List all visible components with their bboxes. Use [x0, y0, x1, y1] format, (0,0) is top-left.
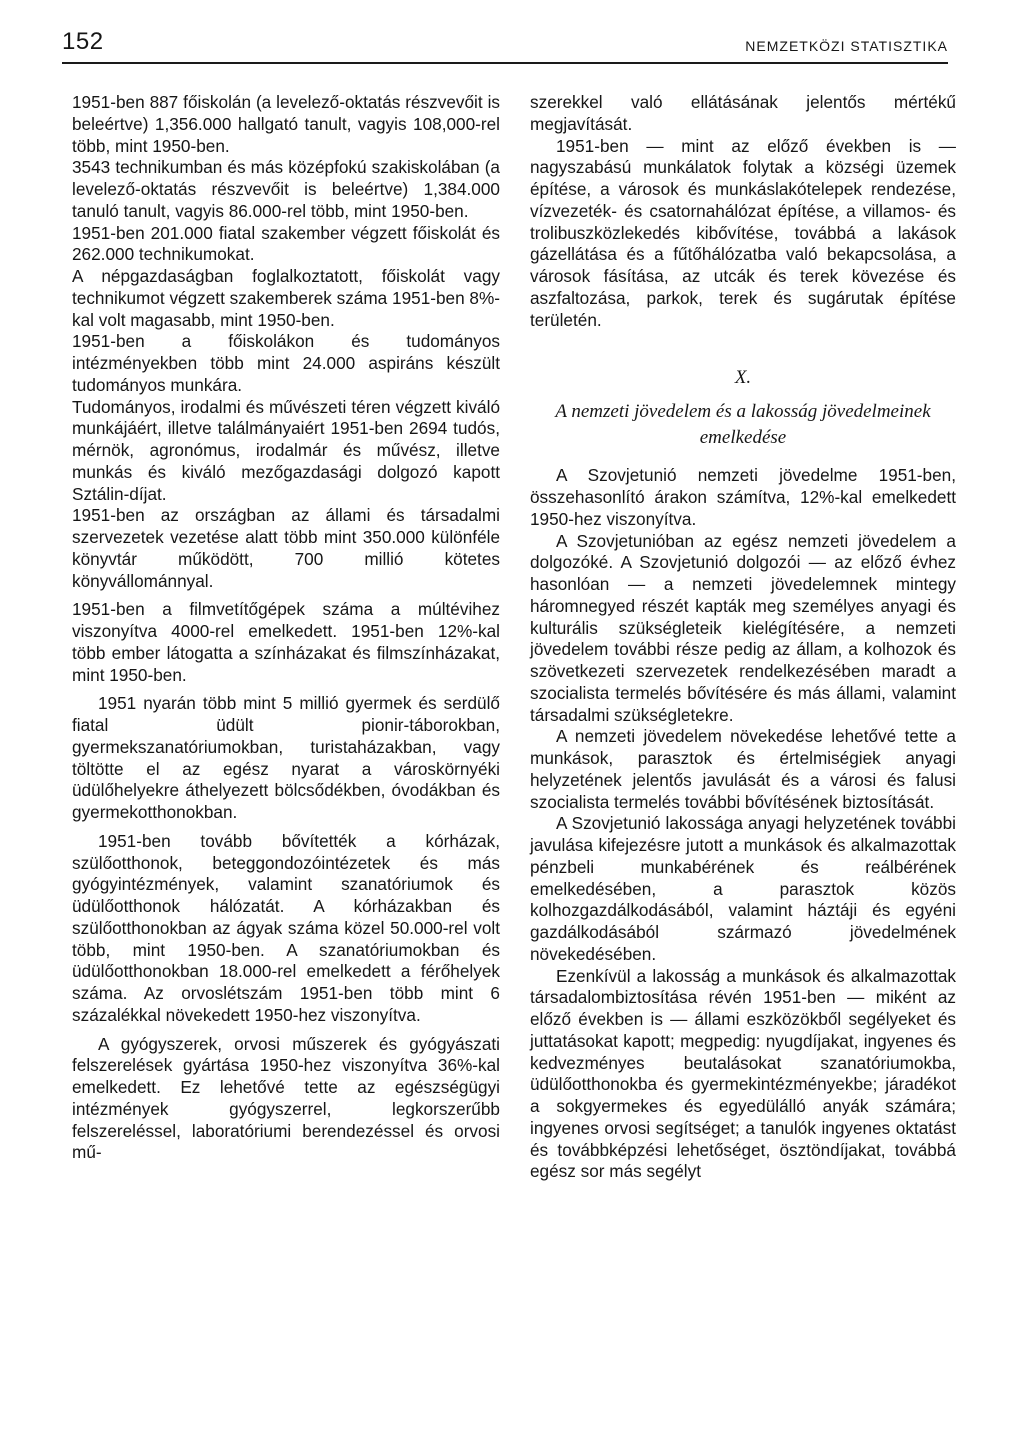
paragraph: A népgazdaságban foglalkoztatott, főiskolát vagy technikumot végzett szakemberek száma 1951-ben 8%-kal volt magasabb, mint 1950-ben. [72, 266, 500, 330]
paragraph: 3543 technikumban és más középfokú szakiskolában (a levelező-oktatás részvevőit is beleértve) 1,384.000 tanuló tanult, vagyis 86.000-rel több, mint 1950-ben. [72, 157, 500, 221]
paragraph: szerekkel való ellátásának jelentős mértékű megjavítását. [530, 92, 956, 134]
paragraph: A Szovjetunió nemzeti jövedelme 1951-ben, összehasonlító árakon számítva, 12%-kal emelkedett 1950-hez viszonyítva. [530, 465, 956, 529]
page-header [62, 28, 948, 64]
paragraph: Ezenkívül a lakosság a munkások és alkalmazottak társadalombiztosítása révén 1951-ben — miként az előző években is — állami eszközökből segélyeket és juttatásokat kapott; megpedig: nyugdíjakat, ingyenes és kedvezményes beutalásokat szanatóriumokba, üdülőotthonokba és gyermekintézményekbe; járadékot a sokgyermekes és egyedülálló anyák számára; ingyenes orvosi segítséget; a tanulók ingyenes oktatást és továbbképzési lehetőséget, ösztöndíjakat, továbbá egész sor más segélyt [530, 965, 956, 1182]
page-number: 152 [62, 28, 104, 55]
paragraph: 1951-ben 887 főiskolán (a levelező-oktatás részvevőit is beleértve) 1,356.000 hallgató tanult, vagyis 108,000-rel több, mint 1950-ben. [72, 92, 500, 156]
left-column [72, 92, 500, 1164]
paragraph: 1951-ben tovább bővítették a kórházak, szülőotthonok, beteggondozóintézetek és más gyógyintézmények, valamint szanatóriumok és üdülőotthonok hálózatát. A kórházakban és szülőotthonokban az ágyak száma közel 50.000-rel volt több, mint 1950-ben. A szanatóriumokban és üdülőotthonokban 18.000-rel emelkedett a férőhelyek száma. Az orvoslétszám 1951-ben több mint 6 százalékkal növekedett 1950-hez viszonyítva. [72, 830, 500, 1025]
paragraph: 1951-ben — mint az előző években is — nagyszabású munkálatok folytak a községi üzemek építése, a városok és munkáslakótelepek rendezése, vízvezeték- és csatornahálózat építése, a villamos- és trolibuszközlekedés kibővítése, továbbá a lakások gázellátása és a fűtőhálózatba való bekapcsolása, a városok fásítása, az utcák és terek kövezése és aszfaltozása, parkok, terek és sugárutak építése területén. [530, 135, 956, 330]
paragraph: 1951-ben a filmvetítőgépek száma a múltévihez viszonyítva 4000-rel emelkedett. 1951-ben 12%-kal több ember látogatta a színházakat és filmszínházakat, mint 1950-ben. [72, 599, 500, 685]
section-title: A nemzeti jövedelem és a lakosság jövedelmeinek emelkedése [555, 401, 931, 449]
paragraph: 1951 nyarán több mint 5 millió gyermek és serdülő fiatal üdült pionir-táborokban, gyermekszanatóriumokban, turistaházakban, vagy töltötte el az egész nyarat a városkörnyéki üdülőhelyekre áthelyezett bölcsődékben, óvodákban és gyermekotthonokban. [72, 693, 500, 822]
paragraph: 1951-ben 201.000 fiatal szakember végzett főiskolát és 262.000 technikumokat. [72, 222, 500, 265]
paragraph: 1951-ben az országban az állami és társadalmi szervezetek vezetése alatt több mint 350.000 különféle könyvtár működött, 700 millió kötetes könyvállománnyal. [72, 505, 500, 591]
paragraph: A nemzeti jövedelem növekedése lehetővé tette a munkások, parasztok és értelmiségiek anyagi helyzetének jelentős javulását és a városi és falusi szocialista termelés további bővítésének biztosítását. [530, 726, 956, 812]
paragraph: Tudományos, irodalmi és művészeti téren végzett kiváló munkájáért, illetve találmányaiért 1951-ben 2694 tudós, mérnök, agronómus, irodalmár és művész, illetve munkás és kiváló mezőgazdasági dolgozó kapott Sztálin-díjat. [72, 396, 500, 504]
paragraph: A Szovjetunióban az egész nemzeti jövedelem a dolgozóké. A Szovjetunió dolgozói — az előző évhez hasonlóan — a nemzeti jövedelemnek mintegy háromnegyed részét kapták meg személyes anyagi és kulturális szükségleteik kielégítésére, a nemzeti jövedelem további része pedig az állam, a kolhozok és szövetkezeti szervezetek rendelkezésében maradt a szocialista termelés bővítésére és más állami, valamint társadalmi szükségletekre. [530, 530, 956, 725]
paragraph: 1951-ben a főiskolákon és tudományos intézményekben több mint 24.000 aspiráns készült tudományos munkára. [72, 331, 500, 395]
paragraph: A Szovjetunió lakossága anyagi helyzetének további javulása kifejezésre jutott a munkások és alkalmazottak pénzbeli munkabérének és reálbérének emelkedésében, a parasztok közös kolhozgazdálkodásából, valamint háztáji és egyéni gazdálkodásából származó jövedelmének növekedésében. [530, 813, 956, 964]
running-title: NEMZETKÖZI STATISZTIKA [745, 38, 948, 54]
section-number: X. [734, 367, 752, 389]
paragraph: A gyógyszerek, orvosi műszerek és gyógyászati felszerelések gyártása 1950-hez viszonyítva 36%-kal emelkedett. Ez lehetővé tette az egészségügyi intézmények gyógyszerrel, legkorszerűbb felszereléssel, laboratóriumi berendezéssel és orvosi mű- [72, 1033, 500, 1163]
right-column [530, 92, 956, 1183]
